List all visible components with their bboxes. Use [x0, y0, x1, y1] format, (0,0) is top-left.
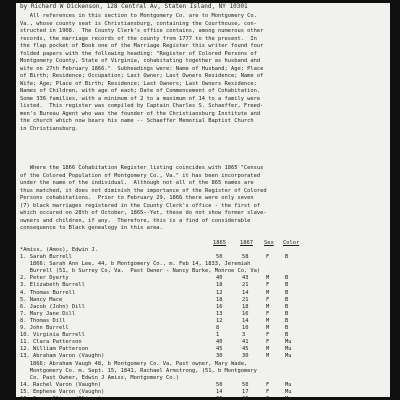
- paragraph-line: folded papers with the following heading: "Register of Colored Persons of: [20, 50, 257, 57]
- sex-cell: F: [266, 396, 270, 400]
- age-1867: 17: [242, 388, 249, 395]
- sex-cell: M: [266, 353, 270, 360]
- age-1867: 41: [242, 339, 249, 346]
- entry-name: Montgomery Co. m. Sept. 15, 1841, Rachael Armstrong, (51, b Montgomery: [20, 367, 257, 374]
- paragraph-line: under the name of the individual. Although not all of the 865 names are: [20, 180, 254, 186]
- age-1865: 12: [216, 317, 223, 324]
- sex-cell: M: [266, 289, 270, 296]
- author-header: by Richard W Dickenson, 128 Central Av, Staten Island, NY 10301: [20, 3, 248, 10]
- age-1867: 20: [242, 396, 249, 400]
- age-1867: 21: [242, 296, 249, 303]
- age-1865: 18: [216, 282, 223, 289]
- entry-name: 5. Nancy Mace: [20, 296, 63, 303]
- paragraph-line: structed in 1908. The County Clerk's office contains, among numerous other: [20, 28, 264, 34]
- entry-name: 13. Abraham Varon (Vaughn): [20, 353, 105, 360]
- entry-name: 12. William Patterson: [20, 346, 89, 353]
- color-cell: B: [285, 275, 289, 282]
- paragraph-line: consequence to Black genealogy in this area.: [20, 225, 163, 231]
- header-1865: 1865: [213, 240, 226, 246]
- sex-cell: F: [266, 296, 270, 303]
- color-cell: Mu: [285, 346, 292, 353]
- entry-name: Burrell (51, b Surrey Co, Va. Past Owner - Nancy Burke, Monroe Co, Va): [20, 268, 261, 275]
- age-1865: 40: [216, 275, 223, 282]
- paragraph-line: Names of Children, with age of each; Date of Commencement of Cohabitation.: [20, 88, 261, 94]
- paragraph-line: Some 336 families, with a minimum of 2 to a maximum of 14 to a family were: [20, 95, 261, 102]
- entry-name: 6. Jacob (John) Dill: [20, 303, 85, 310]
- group-title: *Amiss, (Amos), Edwin J.: [20, 247, 98, 253]
- entry-name: 16. Fanny Olivar (Oliver): [20, 396, 102, 400]
- header-1867: 1867: [240, 240, 253, 246]
- color-cell: Mu: [285, 339, 292, 346]
- sex-cell: M: [266, 325, 270, 331]
- age-1865: 18: [216, 296, 223, 303]
- entry-name: 9. John Burrell: [20, 325, 69, 331]
- sex-cell: F: [266, 381, 270, 388]
- paragraph-line: Montgomery County, State of Virginia, cohabitating together as husband and: [20, 58, 261, 64]
- color-cell: Mu: [285, 388, 292, 395]
- paragraph-line: thus matched, it does not diminish the importance of the Register of Colored: [20, 187, 267, 194]
- scan-border-right: [390, 0, 400, 400]
- color-cell: B: [285, 254, 289, 260]
- age-1865: 1: [216, 332, 220, 339]
- age-1867: 14: [242, 289, 249, 296]
- entry-name: 8. Thomas Dill: [20, 317, 66, 324]
- age-1865: 8: [216, 325, 220, 331]
- age-1865: 50: [216, 381, 223, 388]
- paragraph-line: wife on 27th February 1866." Subheadings were: Name of Husband; Age; Place: [20, 65, 264, 72]
- paragraph-line: All references in this section to Montgomery Co. are to Montgomery Co.: [20, 13, 257, 19]
- sex-cell: F: [266, 332, 270, 339]
- color-cell: B: [285, 332, 289, 339]
- color-cell: B: [285, 296, 289, 303]
- age-1867: 50: [242, 381, 249, 388]
- age-1867: 14: [242, 317, 249, 324]
- paragraph-line: Persons cohabitations. Prior to February 29, 1866 there were only seven: [20, 195, 254, 201]
- color-cell: Mu: [285, 353, 292, 360]
- color-cell: B: [285, 289, 289, 296]
- age-1865: 12: [216, 289, 223, 296]
- paragraph-line: of Birth; Residence; Occupation; Last Owner; Last Owners Residence; Name of: [20, 73, 264, 79]
- age-1865: 45: [216, 346, 223, 353]
- entry-name: 1. Sarah Burrell: [20, 254, 72, 260]
- color-cell: Mu: [285, 381, 292, 388]
- paragraph-line: of the Colored Population of Montgomery Co., Va." it has been incorporated: [20, 172, 261, 179]
- entry-name: 1866: Abraham Vaugh 48, b Montgomery Co. Va, Past owner, Mary Wade,: [20, 360, 248, 367]
- entry-name: 2. Peter Dyerty: [20, 275, 69, 282]
- paragraph-line: in Christiansburg.: [20, 125, 79, 132]
- entry-name: 11. Clara Patterson: [20, 339, 82, 346]
- sex-cell: F: [266, 388, 270, 395]
- paragraph-line: records, the marriage records of the county from 1777 to the present. In: [20, 35, 257, 42]
- color-cell: B: [285, 310, 289, 317]
- entry-name: 3. Elizabeth Burrell: [20, 282, 85, 289]
- paragraph-line: listed. This register was compiled by Captain Charles S. Schaeffer, Freed-: [20, 103, 264, 109]
- sex-cell: F: [266, 339, 270, 346]
- sex-cell: M: [266, 317, 270, 324]
- color-cell: Mu: [285, 396, 292, 400]
- color-cell: B: [285, 282, 289, 289]
- age-1865: 50: [216, 254, 223, 260]
- paragraph-line: the flap pocket of Book one of the Marriage Register this writer found four: [20, 43, 264, 49]
- color-cell: B: [285, 317, 289, 324]
- age-1867: 3: [242, 332, 246, 339]
- age-1867: 30: [242, 353, 249, 360]
- entry-name: 14. Rachel Varon (Vaughn): [20, 381, 102, 388]
- paragraph-line: (7) black marriages registered in the County Clerk's office - the first of: [20, 202, 261, 209]
- paragraph-line: Where the 1866 Cohabitation Register listing coincides with 1865 "Census: [20, 165, 264, 171]
- age-1867: 18: [242, 303, 249, 310]
- paragraph-line: Wife; Age; Place of Birth; Residence; Last Owners; Last Owners Residence;: [20, 80, 257, 87]
- sex-cell: M: [266, 346, 270, 353]
- entry-name: 15. Emphene Varon (Vaughn): [20, 388, 105, 395]
- entry-name: 4. Thomas Burrell: [20, 289, 76, 296]
- paragraph-line: Va., whose county seat is Christiansburg, containing the Courthouse, con-: [20, 20, 257, 27]
- header-color: Color: [283, 240, 300, 246]
- sex-cell: F: [266, 282, 270, 289]
- age-1865: 14: [216, 388, 223, 395]
- age-1867: 10: [242, 325, 249, 331]
- entry-name: 7. Mary Jane Dill: [20, 310, 76, 317]
- age-1865: 20: [216, 396, 223, 400]
- entry-name: 1866: Sarah Ann Lee, 44, b Montgomery Co., m. Feb 14, 1833, Jeremiah: [20, 261, 251, 268]
- color-cell: B: [285, 325, 289, 331]
- age-1865: 16: [216, 303, 223, 310]
- entry-name: Co. Past Owner, Edwin J Amiss, Montgomery Co.): [20, 374, 180, 381]
- age-1867: 43: [242, 275, 249, 282]
- age-1867: 45: [242, 346, 249, 353]
- sex-cell: M: [266, 275, 270, 282]
- sex-cell: F: [266, 310, 270, 317]
- paragraph-line: men's Bureau Agent who was the founder of the Christiansburg Institute and: [20, 110, 261, 117]
- entry-name: 10. Virginia Burrell: [20, 332, 85, 339]
- scan-border-left: [0, 0, 16, 400]
- sex-cell: F: [266, 254, 270, 260]
- age-1865: 30: [216, 353, 223, 360]
- paragraph-line: the church which now bears his name -- Schaeffer Memorial Baptist Church: [20, 118, 254, 124]
- age-1865: 13: [216, 310, 223, 317]
- paragraph-line: owners and children, if any. Therefore, this is a find of considerable: [20, 217, 251, 224]
- age-1867: 58: [242, 254, 249, 260]
- age-1867: 21: [242, 282, 249, 289]
- age-1867: 16: [242, 310, 249, 317]
- color-cell: B: [285, 303, 289, 310]
- age-1865: 40: [216, 339, 223, 346]
- paragraph-line: which occured on 28th of October, 1865--Yet, these do not show former slave-: [20, 210, 267, 216]
- sex-cell: M: [266, 303, 270, 310]
- header-sex: Sex: [264, 240, 274, 246]
